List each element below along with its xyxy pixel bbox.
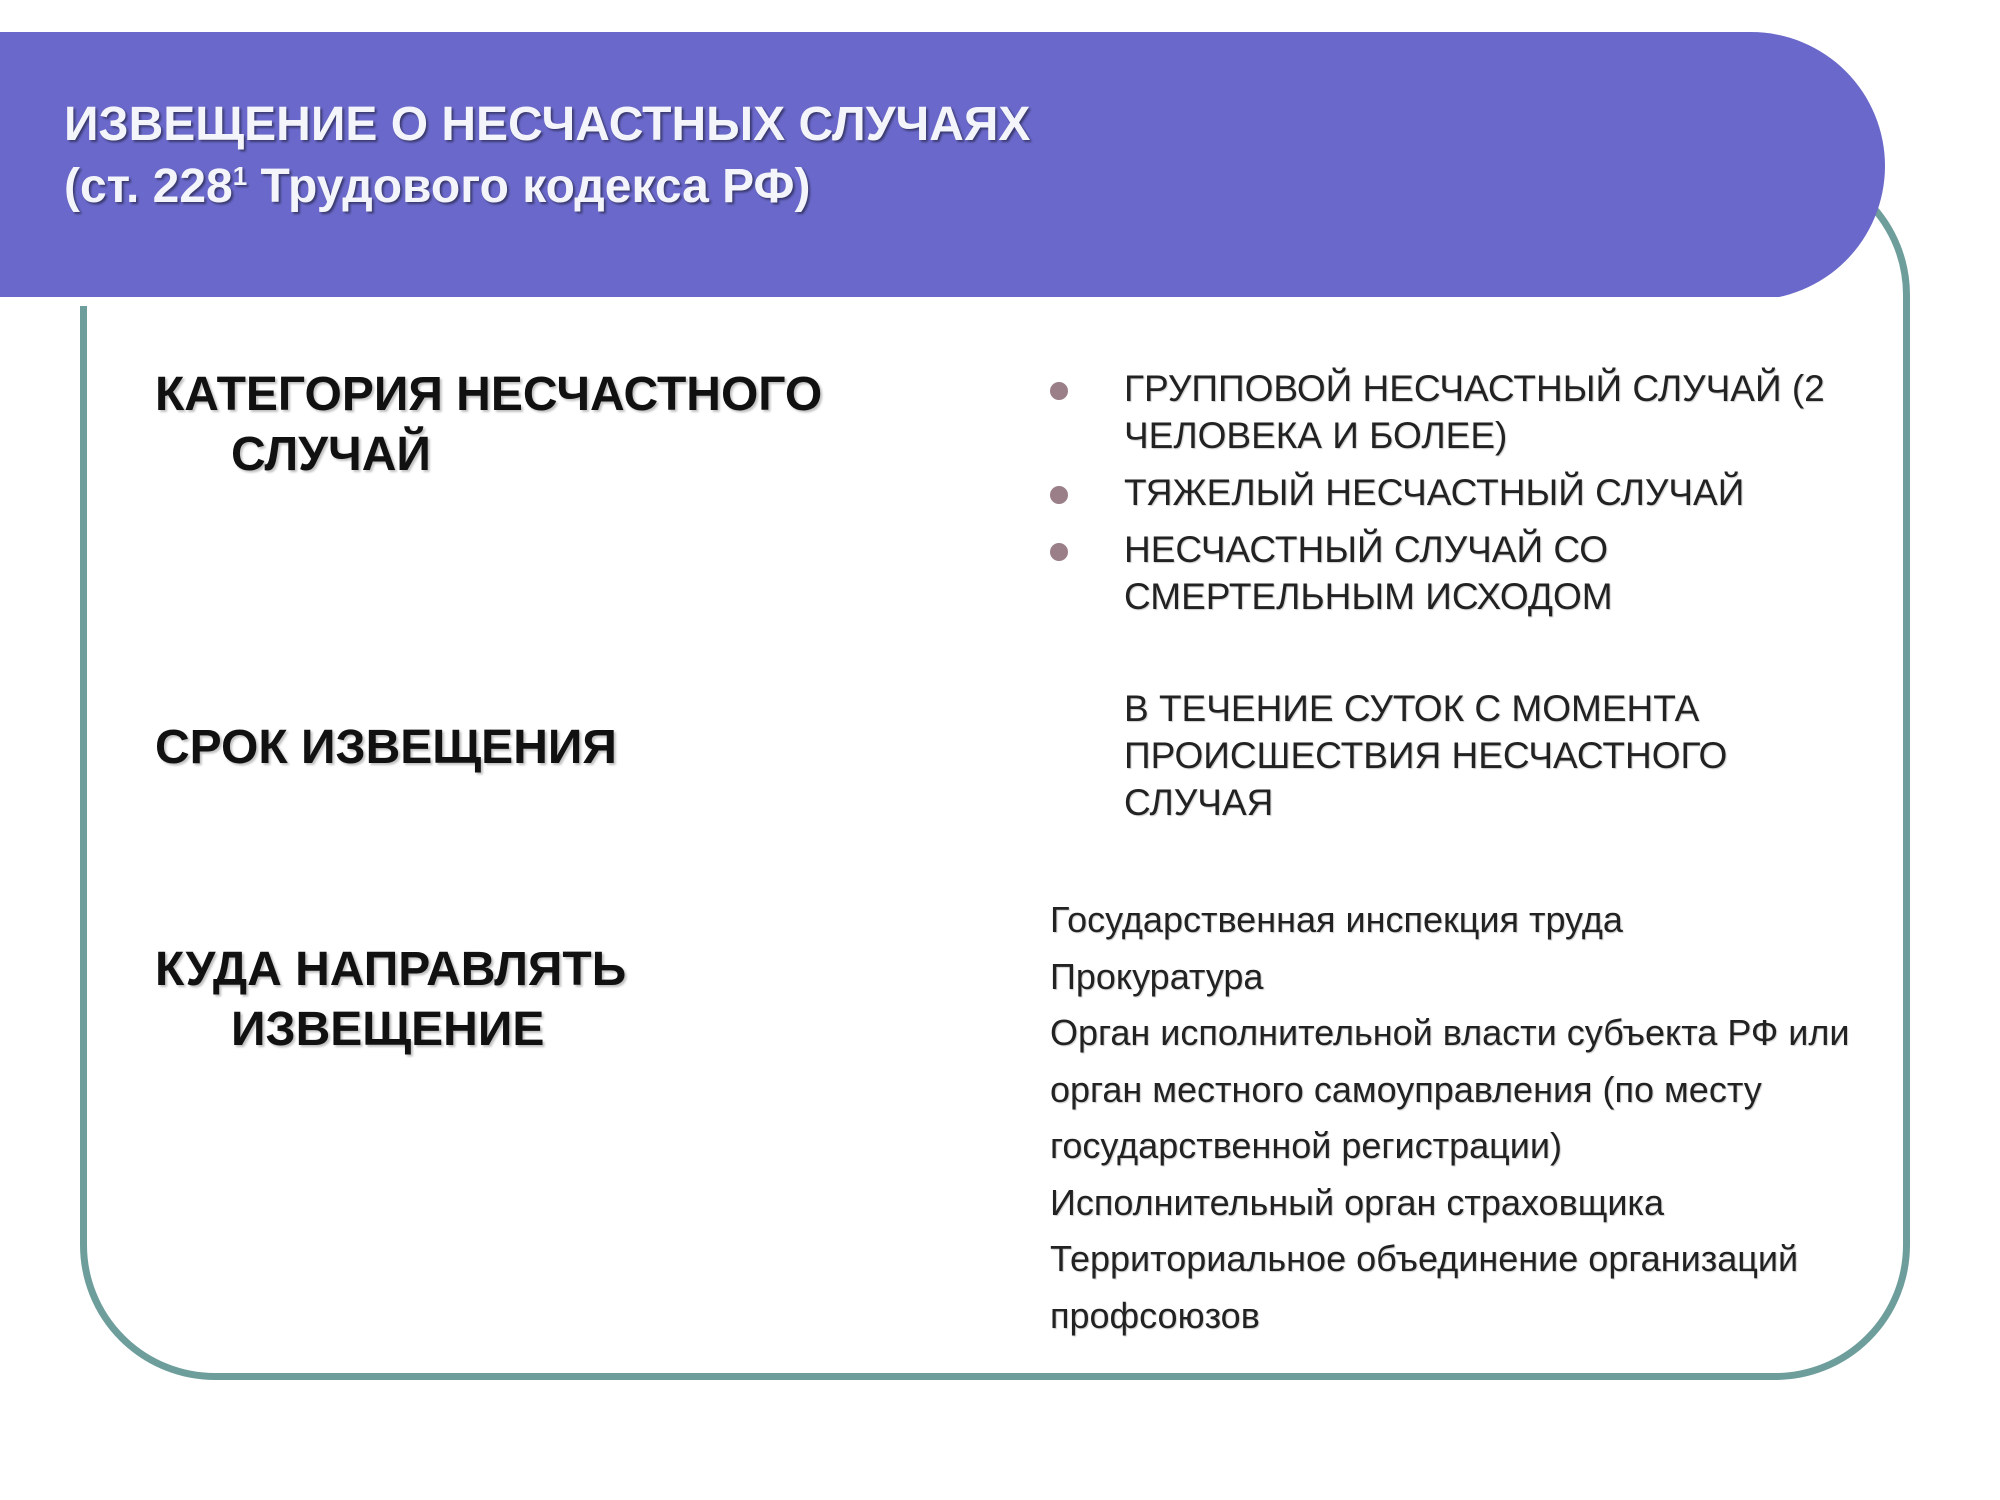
bullet-icon [1050, 382, 1068, 400]
category-item-text: НЕСЧАСТНЫЙ СЛУЧАЙ СО СМЕРТЕЛЬНЫМ ИСХОДОМ [1124, 529, 1613, 617]
category-list [1050, 365, 1880, 630]
recipient-item: Территориальное объединение организаций профсоюзов [1050, 1238, 1799, 1336]
bullet-icon [1050, 486, 1068, 504]
deadline-value: В ТЕЧЕНИЕ СУТОК С МОМЕНТА ПРОИСШЕСТВИЯ НЕСЧАСТНОГО СЛУЧАЯ [1124, 688, 1728, 823]
recipients-list [1050, 892, 1890, 1344]
title-underline [0, 297, 1785, 306]
title-superscript: 1 [232, 161, 248, 191]
category-label-line-2: СЛУЧАЙ [231, 428, 431, 481]
deadline-label-text: СРОК ИЗВЕЩЕНИЯ [155, 721, 617, 774]
deadline-label [155, 718, 617, 778]
title-line-2-prefix: (ст. 228 [64, 160, 233, 213]
recipient-item: Прокуратура [1050, 955, 1264, 997]
category-label-line-1: КАТЕГОРИЯ НЕСЧАСТНОГО [155, 368, 823, 421]
slide-title [64, 94, 1030, 218]
list-item [1050, 469, 1880, 516]
list-item [1050, 526, 1880, 620]
recipient-item: Орган исполнительной власти субъекта РФ или орган местного самоуправления (по месту государственной регистрации) [1050, 1012, 1850, 1166]
title-line-2-suffix: Трудового кодекса РФ) [247, 160, 811, 213]
recipient-item: Государственная инспекция труда [1050, 899, 1623, 940]
bullet-icon [1050, 543, 1068, 561]
list-item [1050, 365, 1880, 459]
category-label [155, 365, 822, 485]
recipients-label [155, 940, 626, 1060]
title-line-1: ИЗВЕЩЕНИЕ О НЕСЧАСТНЫХ СЛУЧАЯХ [64, 98, 1031, 151]
recipients-label-line-2: ИЗВЕЩЕНИЕ [231, 1003, 545, 1056]
category-item-text: ТЯЖЕЛЫЙ НЕСЧАСТНЫЙ СЛУЧАЙ [1124, 472, 1745, 513]
recipient-item: Исполнительный орган страховщика [1050, 1181, 1664, 1223]
title-line-2 [64, 156, 1030, 218]
recipients-label-line-1: КУДА НАПРАВЛЯТЬ [155, 943, 627, 996]
category-item-text: ГРУППОВОЙ НЕСЧАСТНЫЙ СЛУЧАЙ (2 ЧЕЛОВЕКА И БОЛЕЕ) [1124, 368, 1825, 456]
